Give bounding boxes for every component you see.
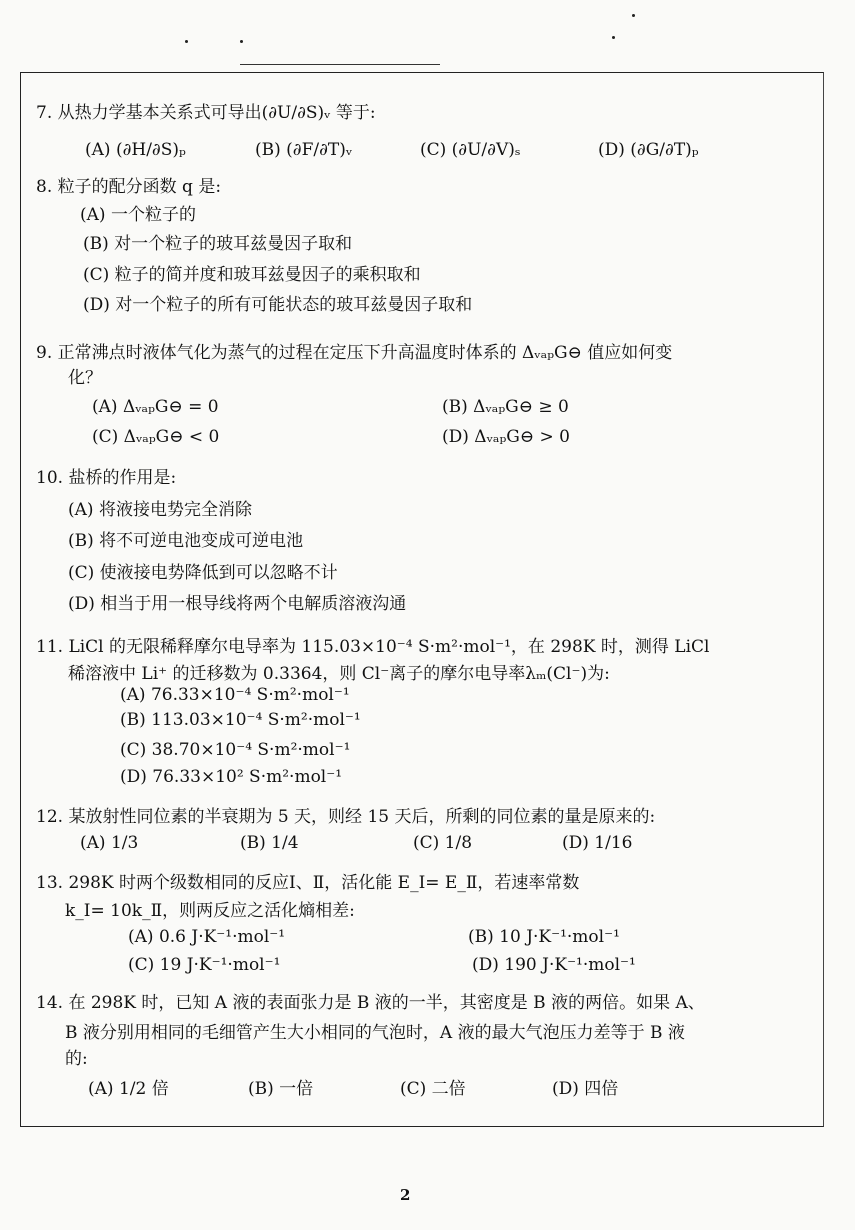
answer-option: (D) 1/16 (562, 833, 633, 853)
answer-option: (D) (∂G/∂T)ₚ (598, 140, 699, 160)
answer-option: (B) 113.03×10⁻⁴ S·m²·mol⁻¹ (120, 710, 361, 730)
question-stem: k_Ⅰ= 10k_Ⅱ，则两反应之活化熵相差: (65, 901, 355, 921)
answer-option: (A) 1/2 倍 (88, 1079, 169, 1099)
answer-option: (C) ΔᵥₐₚG⊖ < 0 (92, 427, 220, 447)
answer-option: (C) 19 J·K⁻¹·mol⁻¹ (128, 955, 281, 975)
question-stem: 7. 从热力学基本关系式可导出(∂U/∂S)ᵥ 等于: (36, 103, 376, 123)
answer-option: (D) 190 J·K⁻¹·mol⁻¹ (472, 955, 636, 975)
answer-option: (B) 一倍 (248, 1079, 314, 1099)
answer-option: (B) (∂F/∂T)ᵥ (255, 140, 353, 160)
scan-speck (612, 36, 615, 39)
question-stem: 12. 某放射性同位素的半衰期为 5 天，则经 15 天后，所剩的同位素的量是原来的: (36, 807, 656, 827)
question-stem: 14. 在 298K 时，已知 A 液的表面张力是 B 液的一半，其密度是 B 液的两倍。如果 A、 (36, 993, 705, 1013)
answer-option: (A) 76.33×10⁻⁴ S·m²·mol⁻¹ (120, 685, 350, 705)
answer-option: (C) 二倍 (400, 1079, 466, 1099)
answer-option: (C) 1/8 (413, 833, 473, 853)
scan-speck (185, 40, 188, 43)
answer-option: (C) 使液接电势降低到可以忽略不计 (68, 563, 338, 583)
answer-option: (A) ΔᵥₐₚG⊖ = 0 (92, 397, 219, 417)
answer-option: (C) 38.70×10⁻⁴ S·m²·mol⁻¹ (120, 740, 351, 760)
question-stem: B 液分别用相同的毛细管产生大小相同的气泡时，A 液的最大气泡压力差等于 B 液 (65, 1023, 685, 1043)
answer-option: (A) 0.6 J·K⁻¹·mol⁻¹ (128, 927, 286, 947)
question-stem: 稀溶液中 Li⁺ 的迁移数为 0.3364，则 Cl⁻离子的摩尔电导率λₘ(Cl⁻)为: (68, 664, 610, 684)
answer-option: (D) 76.33×10² S·m²·mol⁻¹ (120, 767, 343, 787)
answer-option: (B) ΔᵥₐₚG⊖ ≥ 0 (442, 397, 569, 417)
question-stem: 化？ (68, 368, 102, 388)
answer-option: (D) 对一个粒子的所有可能状态的玻耳兹曼因子取和 (83, 295, 473, 315)
question-stem: 11. LiCl 的无限稀释摩尔电导率为 115.03×10⁻⁴ S·m²·mol⁻¹，在 298K 时，测得 LiCl (36, 637, 710, 657)
page-number: 2 (400, 1186, 411, 1204)
question-stem: 9. 正常沸点时液体气化为蒸气的过程在定压下升高温度时体系的 ΔᵥₐₚG⊖ 值应如何变 (36, 343, 673, 363)
answer-option: (C) 粒子的简并度和玻耳兹曼因子的乘积取和 (83, 265, 421, 285)
answer-option: (A) (∂H/∂S)ₚ (85, 140, 186, 160)
answer-option: (B) 将不可逆电池变成可逆电池 (68, 531, 304, 551)
question-stem: 8. 粒子的配分函数 q 是: (36, 177, 222, 197)
answer-option: (D) 四倍 (552, 1079, 619, 1099)
scan-speck (632, 14, 635, 17)
answer-option: (A) 1/3 (80, 833, 139, 853)
question-stem: 13. 298K 时两个级数相同的反应Ⅰ、Ⅱ，活化能 E_Ⅰ= E_Ⅱ，若速率常数 (36, 873, 580, 893)
answer-option: (A) 将液接电势完全消除 (68, 500, 252, 520)
answer-option: (C) (∂U/∂V)ₛ (420, 140, 521, 160)
answer-option: (D) 相当于用一根导线将两个电解质溶液沟通 (68, 594, 407, 614)
scan-edge-line (240, 64, 440, 65)
scan-speck (240, 40, 243, 43)
answer-option: (A) 一个粒子的 (80, 205, 196, 225)
answer-option: (B) 对一个粒子的玻耳兹曼因子取和 (83, 234, 353, 254)
answer-option: (B) 1/4 (240, 833, 299, 853)
answer-option: (B) 10 J·K⁻¹·mol⁻¹ (468, 927, 620, 947)
question-stem: 的: (65, 1049, 88, 1069)
answer-option: (D) ΔᵥₐₚG⊖ > 0 (442, 427, 570, 447)
question-stem: 10. 盐桥的作用是: (36, 468, 177, 488)
